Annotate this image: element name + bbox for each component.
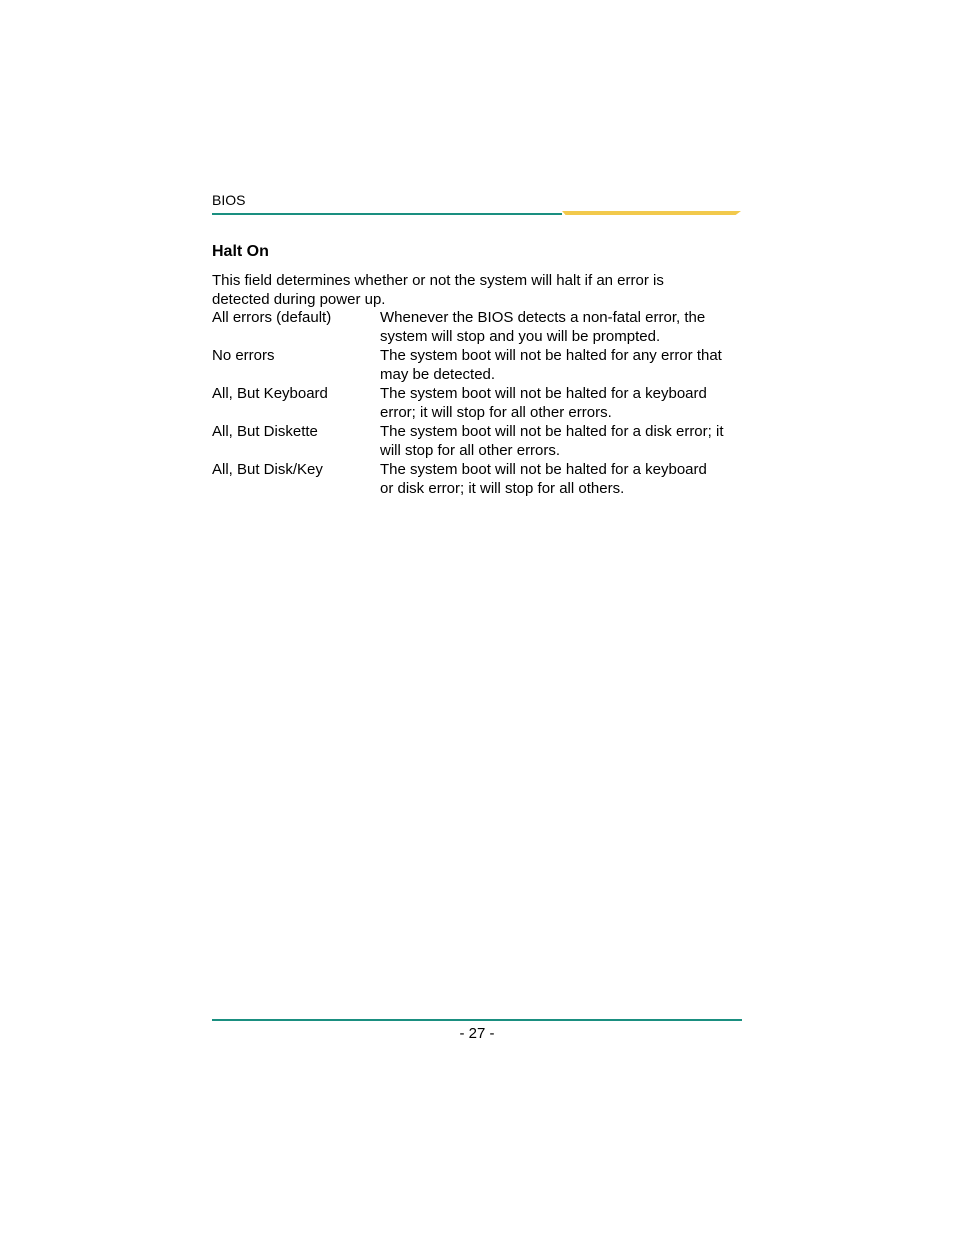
running-header: BIOS <box>212 192 246 208</box>
option-description-line: The system boot will not be halted for a keyboard <box>380 461 707 478</box>
option-description <box>380 346 742 384</box>
option-name: No errors <box>212 347 275 364</box>
section-title: Halt On <box>212 243 269 260</box>
page-number: - 27 - <box>459 1025 495 1042</box>
option-row-all-but-disk-key <box>212 460 742 498</box>
option-row-all-errors <box>212 308 742 346</box>
option-description-line: will stop for all other errors. <box>380 442 561 459</box>
option-name: All errors (default) <box>212 309 332 326</box>
option-description-line: error; it will stop for all other errors. <box>380 404 612 421</box>
intro-line: detected during power up. <box>212 291 386 308</box>
option-row-no-errors <box>212 346 742 384</box>
options-table <box>212 308 742 498</box>
option-row-all-but-diskette <box>212 422 742 460</box>
option-description-line: The system boot will not be halted for a keyboard <box>380 385 707 402</box>
option-name: All, But Diskette <box>212 423 318 440</box>
footer-rule <box>212 1019 742 1021</box>
option-name: All, But Keyboard <box>212 385 328 402</box>
option-description-line: The system boot will not be halted for a disk error; it <box>380 423 724 440</box>
header-rule <box>212 213 562 215</box>
option-row-all-but-keyboard <box>212 384 742 422</box>
intro-line: This field determines whether or not the system will halt if an error is <box>212 272 664 289</box>
option-description-line: or disk error; it will stop for all others. <box>380 480 625 497</box>
intro-paragraph <box>212 271 742 309</box>
option-description <box>380 422 742 460</box>
option-description <box>380 308 742 346</box>
option-name: All, But Disk/Key <box>212 461 323 478</box>
option-description <box>380 384 742 422</box>
option-description-line: system will stop and you will be prompted. <box>380 328 661 345</box>
option-description-line: may be detected. <box>380 366 496 383</box>
header-accent-bar <box>562 211 741 215</box>
option-description <box>380 460 742 498</box>
option-description-line: Whenever the BIOS detects a non-fatal error, the <box>380 309 706 326</box>
option-description-line: The system boot will not be halted for any error that <box>380 347 722 364</box>
